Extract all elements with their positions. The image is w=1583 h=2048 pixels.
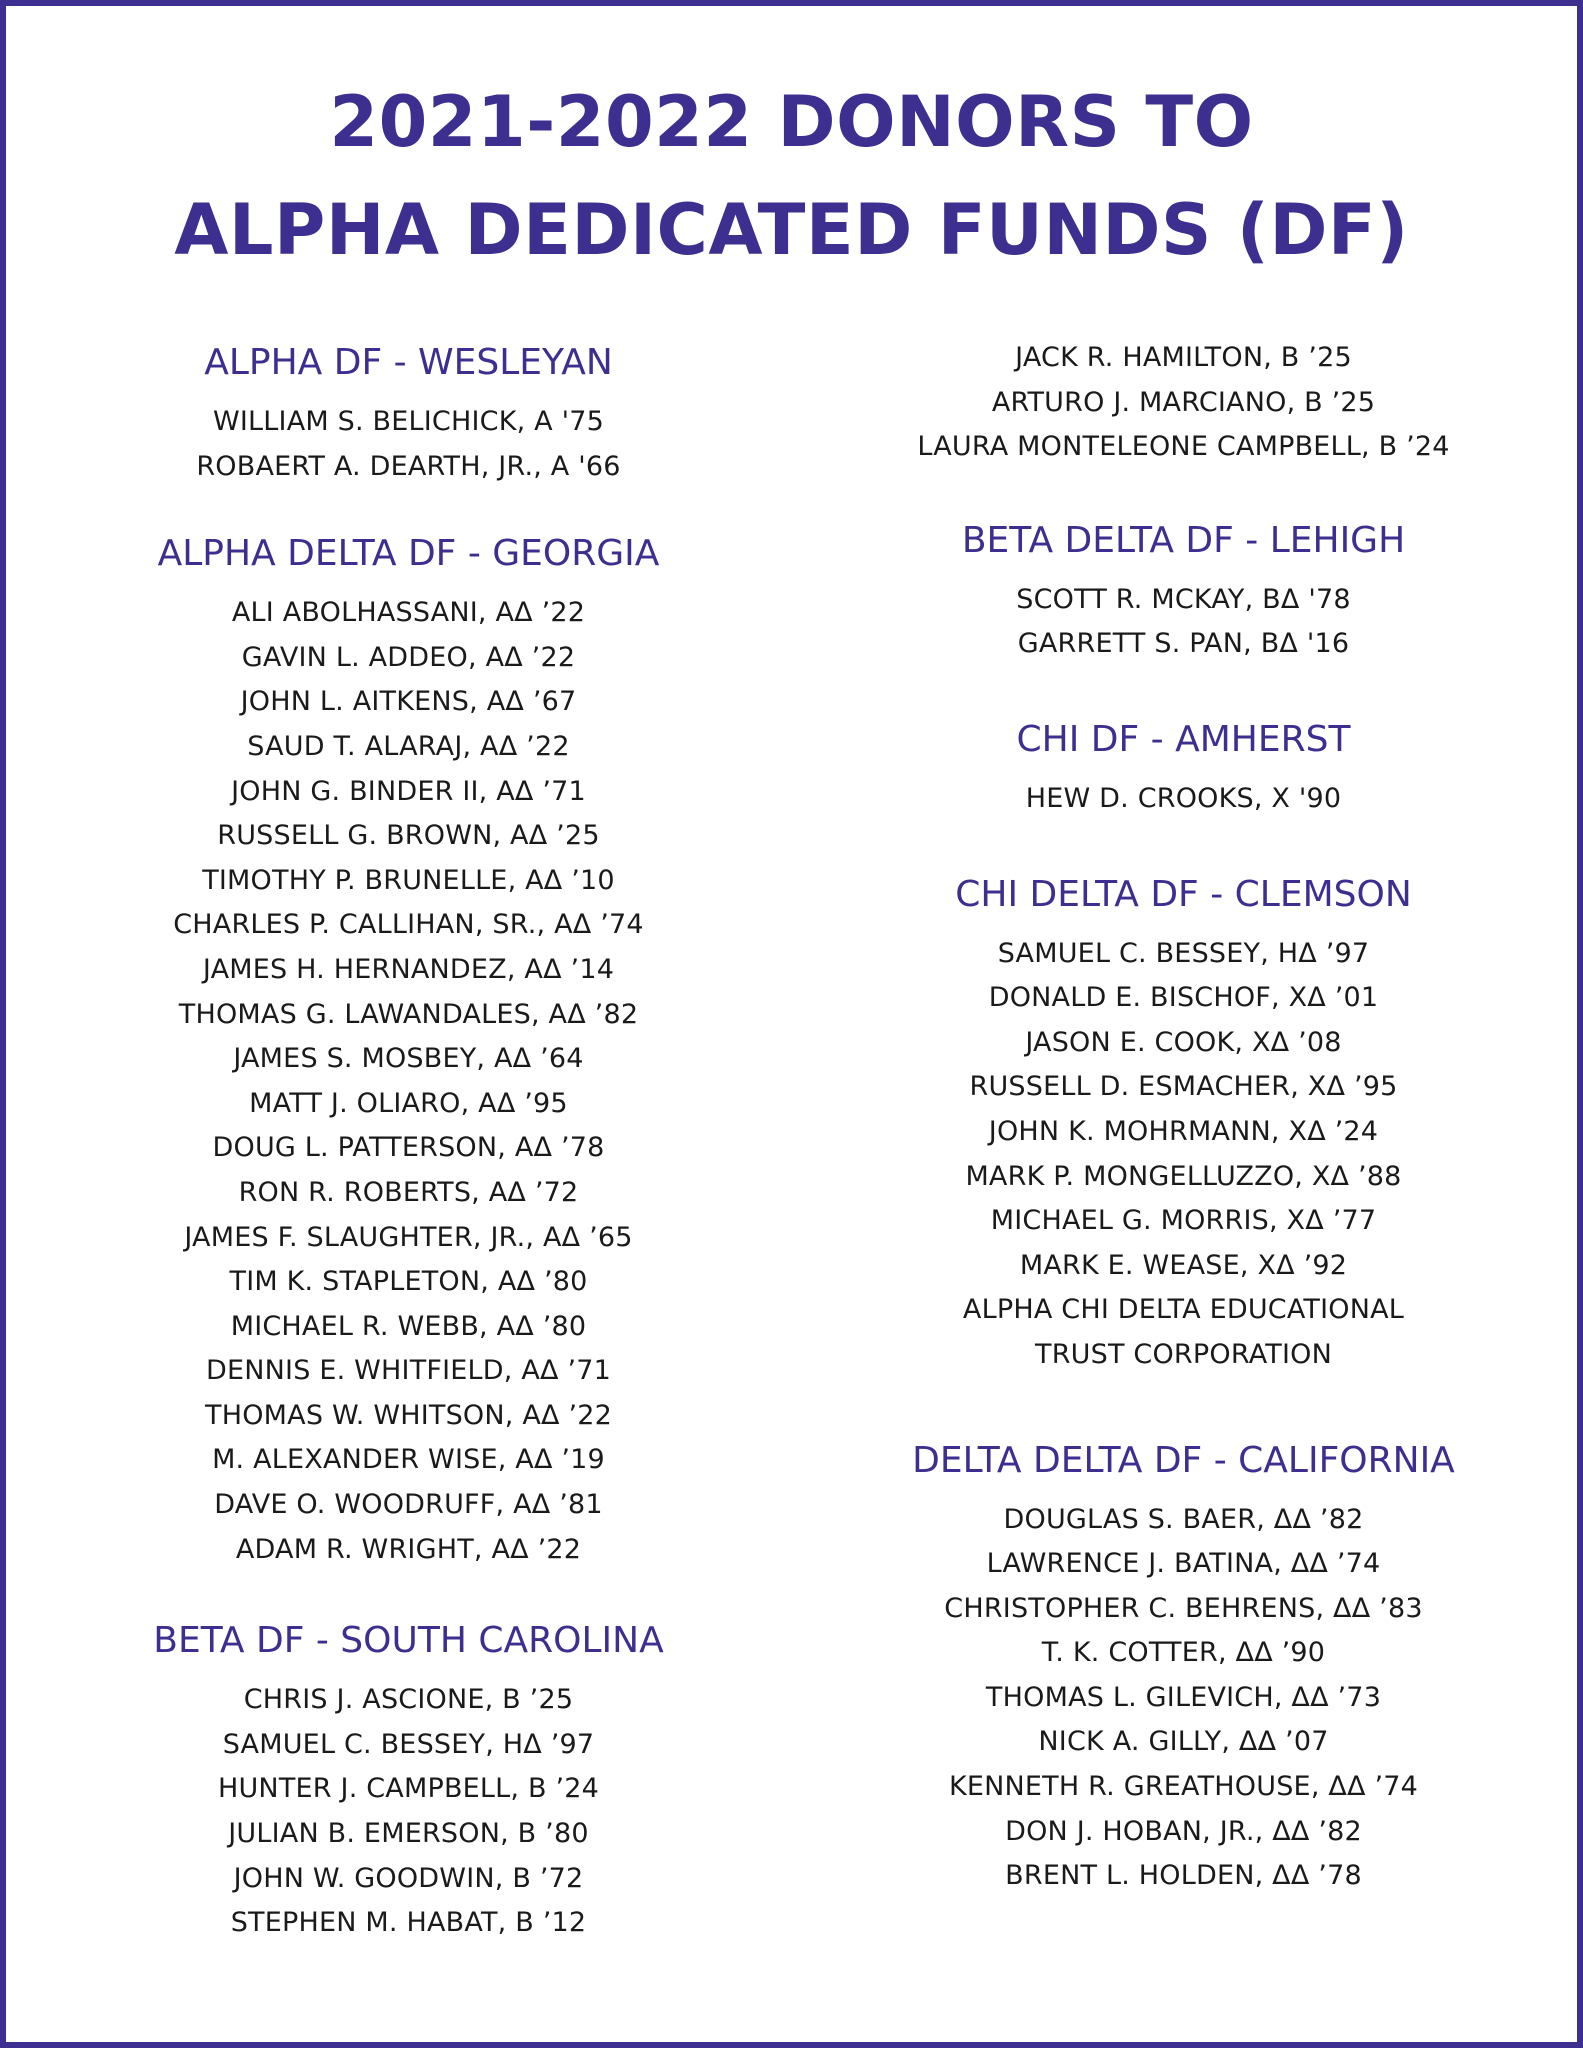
donor-name: KENNETH R. GREATHOUSE, ΔΔ ’74 [948, 1771, 1419, 1803]
donor-name: RUSSELL D. ESMACHER, XΔ ’95 [969, 1071, 1398, 1103]
donor-name: LAURA MONTELEONE CAMPBELL, B ’24 [917, 431, 1450, 463]
donor-name: WILLIAM S. BELICHICK, A '75 [212, 406, 605, 437]
donor-name: JULIAN B. EMERSON, B ’80 [228, 1818, 589, 1850]
donor-name: JAMES H. HERNANDEZ, AΔ ’14 [202, 953, 615, 985]
section-wesleyan [66, 336, 751, 489]
section-clemson [836, 868, 1531, 1378]
donor-name: T. K. COTTER, ΔΔ ’90 [1041, 1637, 1326, 1669]
section-south-carolina [66, 1614, 751, 1946]
donor-name: ALI ABOLHASSANI, AΔ ’22 [231, 597, 586, 629]
donor-name: MATT J. OLIARO, AΔ ’95 [249, 1087, 568, 1119]
title-line-2: ALPHA DEDICATED FUNDS (DF) [174, 189, 1409, 271]
section-south-carolina-continued [836, 336, 1531, 470]
donor-name: DAVE O. WOODRUFF, AΔ ’81 [214, 1489, 603, 1521]
section-georgia [66, 527, 751, 1572]
donor-name: MARK E. WEASE, XΔ ’92 [1019, 1249, 1348, 1281]
donor-name: M. ALEXANDER WISE, AΔ ’19 [212, 1444, 605, 1476]
section-heading: DELTA DELTA DF - CALIFORNIA [912, 1439, 1455, 1481]
donor-name: GARRETT S. PAN, BΔ '16 [1017, 628, 1350, 660]
donor-name: NICK A. GILLY, ΔΔ ’07 [1038, 1726, 1329, 1758]
donor-name: SAMUEL C. BESSEY, HΔ ’97 [997, 937, 1370, 969]
donor-name: TIM K. STAPLETON, AΔ ’80 [229, 1266, 588, 1298]
page-title [6, 68, 1577, 284]
donor-name: RUSSELL G. BROWN, AΔ ’25 [217, 820, 600, 852]
donor-name: JACK R. HAMILTON, B ’25 [1015, 342, 1352, 373]
title-line-1: 2021-2022 DONORS TO [329, 81, 1254, 163]
donor-name: BRENT L. HOLDEN, ΔΔ ’78 [1005, 1860, 1362, 1892]
donor-name: DON J. HOBAN, JR., ΔΔ ’82 [1005, 1815, 1362, 1847]
donor-name: DOUG L. PATTERSON, AΔ ’78 [212, 1132, 605, 1164]
section-amherst [836, 713, 1531, 822]
left-column [66, 336, 751, 1946]
donor-name: TIMOTHY P. BRUNELLE, AΔ ’10 [202, 864, 615, 896]
donor-name: HEW D. CROOKS, X '90 [1025, 782, 1342, 814]
donor-name: MICHAEL R. WEBB, AΔ ’80 [230, 1310, 587, 1342]
donor-name: CHRISTOPHER C. BEHRENS, ΔΔ ’83 [944, 1592, 1423, 1624]
donor-name: TRUST CORPORATION [1035, 1338, 1332, 1370]
donor-name: HUNTER J. CAMPBELL, B ’24 [217, 1773, 600, 1805]
donor-name: CHARLES P. CALLIHAN, SR., AΔ ’74 [173, 909, 644, 941]
donor-name: SAMUEL C. BESSEY, HΔ ’97 [222, 1728, 595, 1760]
donor-name: GAVIN L. ADDEO, AΔ ’22 [241, 641, 576, 673]
donor-name: LAWRENCE J. BATINA, ΔΔ ’74 [986, 1548, 1381, 1580]
section-heading: CHI DF - AMHERST [1016, 718, 1351, 760]
section-california [836, 1434, 1531, 1899]
donor-name: ALPHA CHI DELTA EDUCATIONAL [962, 1294, 1405, 1326]
section-lehigh [836, 514, 1531, 667]
donor-name: ADAM R. WRIGHT, AΔ ’22 [235, 1533, 582, 1565]
donor-name: JAMES S. MOSBEY, AΔ ’64 [233, 1043, 584, 1075]
donor-name: JOHN W. GOODWIN, B ’72 [233, 1862, 584, 1894]
donor-name: DENNIS E. WHITFIELD, AΔ ’71 [205, 1355, 612, 1387]
donor-name: ROBAERT A. DEARTH, JR., A '66 [196, 450, 621, 482]
donor-name: STEPHEN M. HABAT, B ’12 [230, 1907, 587, 1939]
donor-name: SCOTT R. MCKAY, BΔ '78 [1016, 583, 1351, 615]
donor-name: JAMES F. SLAUGHTER, JR., AΔ ’65 [184, 1221, 633, 1253]
donor-name: MICHAEL G. MORRIS, XΔ ’77 [990, 1205, 1377, 1237]
section-heading: BETA DELTA DF - LEHIGH [961, 519, 1406, 561]
donor-name: RON R. ROBERTS, AΔ ’72 [238, 1176, 579, 1208]
section-heading: BETA DF - SOUTH CAROLINA [153, 1620, 664, 1662]
donor-name: JOHN K. MOHRMANN, XΔ ’24 [988, 1115, 1379, 1147]
donor-name: ARTURO J. MARCIANO, B ’25 [991, 386, 1376, 418]
section-heading: CHI DELTA DF - CLEMSON [955, 873, 1412, 915]
section-heading: ALPHA DELTA DF - GEORGIA [157, 533, 660, 575]
donor-name: SAUD T. ALARAJ, AΔ ’22 [247, 730, 570, 762]
donor-name: THOMAS L. GILEVICH, ΔΔ ’73 [985, 1681, 1382, 1713]
donor-name: DOUGLAS S. BAER, ΔΔ ’82 [1003, 1503, 1364, 1535]
section-heading: ALPHA DF - WESLEYAN [204, 342, 613, 383]
right-column [836, 336, 1531, 1899]
donor-name: JOHN L. AITKENS, AΔ ’67 [240, 686, 577, 718]
donor-name: DONALD E. BISCHOF, XΔ ’01 [988, 982, 1379, 1014]
donor-name: THOMAS G. LAWANDALES, AΔ ’82 [178, 998, 639, 1030]
donor-name: JASON E. COOK, XΔ ’08 [1025, 1026, 1342, 1058]
donor-name: THOMAS W. WHITSON, AΔ ’22 [205, 1399, 612, 1431]
donor-name: CHRIS J. ASCIONE, B ’25 [243, 1684, 574, 1716]
donor-name: JOHN G. BINDER II, AΔ ’71 [231, 775, 586, 807]
donor-name: MARK P. MONGELLUZZO, XΔ ’88 [965, 1160, 1402, 1192]
